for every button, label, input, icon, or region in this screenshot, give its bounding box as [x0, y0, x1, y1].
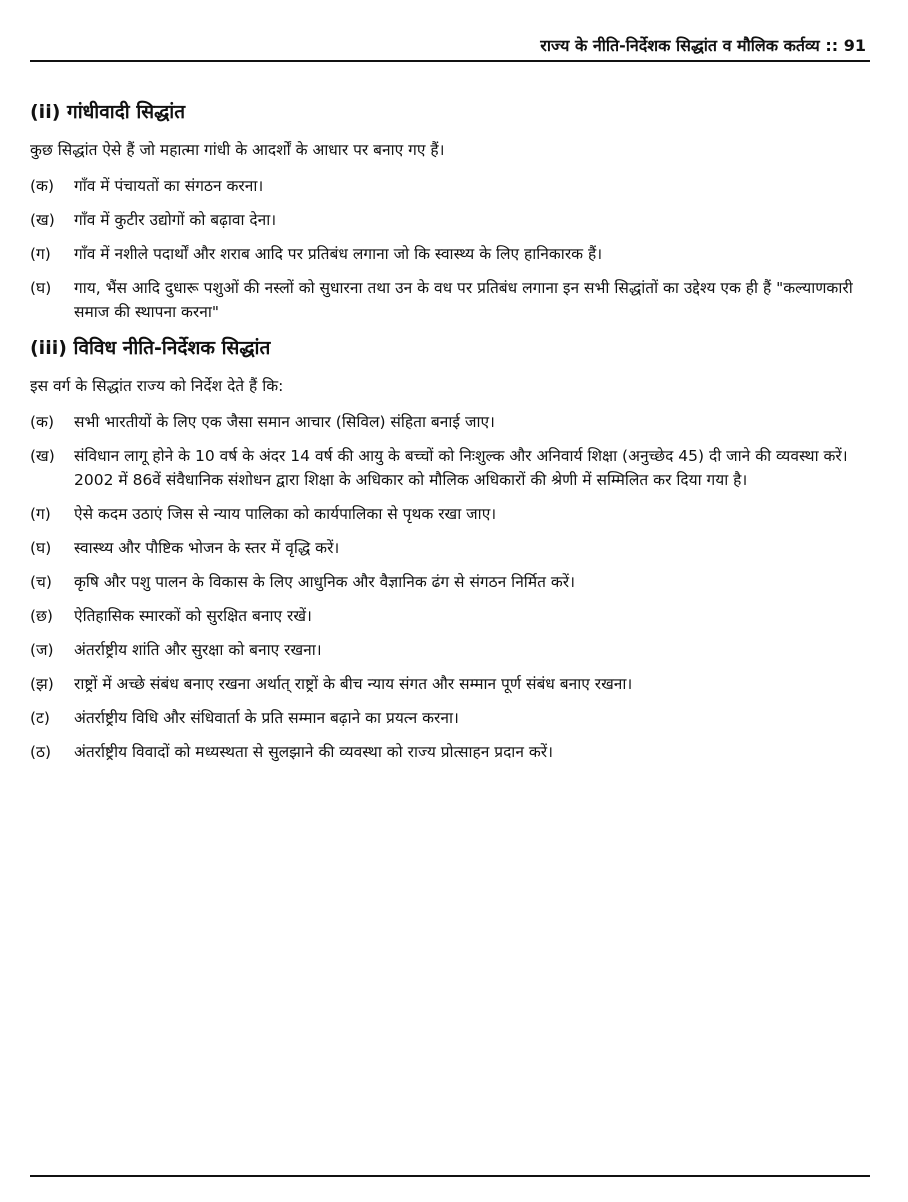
item-text: ऐसे कदम उठाएं जिस से न्याय पालिका को कार्यपालिका से पृथक रखा जाए।	[74, 505, 497, 523]
item-text: गाय, भैंस आदि दुधारू पशुओं की नस्लों को सुधारना तथा उन के वध पर प्रतिबंध लगाना इन सभी सिद्धांतों का उद्देश्य एक ही हैं "कल्याणकारी समाज की स्थापना करना"	[74, 279, 853, 321]
section-intro-gandhian: कुछ सिद्धांत ऐसे हैं जो महात्मा गांधी के आदर्शों के आधार पर बनाए गए हैं।	[30, 141, 445, 159]
item-marker: (झ)	[30, 675, 54, 693]
item-marker: (क)	[30, 177, 54, 195]
list-item	[30, 242, 880, 266]
item-text: गाँव में कुटीर उद्योगों को बढ़ावा देना।	[74, 211, 277, 229]
list-item	[30, 502, 880, 526]
list-item	[30, 174, 880, 198]
item-text: संविधान लागू होने के 10 वर्ष के अंदर 14 वर्ष की आयु के बच्चों को निःशुल्क और अनिवार्य शिक्षा (अनुच्छेद 45) दी जाने की व्यवस्था करें। 2002 में 86वें संवैधानिक संशोधन द्वारा शिक्षा के अधिकार को मौलिक अधिकारों की श्रेणी में सम्मिलित कर दिया गया है।	[74, 447, 848, 489]
item-text: अंतर्राष्ट्रीय विधि और संधिवार्ता के प्रति सम्मान बढ़ाने का प्रयत्न करना।	[74, 709, 459, 727]
item-text: स्वास्थ्य और पौष्टिक भोजन के स्तर में वृद्धि करें।	[74, 539, 340, 557]
item-text: गाँव में पंचायतों का संगठन करना।	[74, 177, 264, 195]
section-heading-miscellaneous: (iii) विविध नीति-निर्देशक सिद्धांत	[30, 337, 271, 359]
item-marker: (छ)	[30, 607, 53, 625]
list-item	[30, 672, 880, 696]
list-item	[30, 444, 880, 492]
list-item	[30, 604, 880, 628]
page-header	[30, 30, 870, 62]
item-text: राष्ट्रों में अच्छे संबंध बनाए रखना अर्थात् राष्ट्रों के बीच न्याय संगत और सम्मान पूर्ण संबंध बनाए रखना।	[74, 675, 633, 693]
item-text: अंतर्राष्ट्रीय शांति और सुरक्षा को बनाए रखना।	[74, 641, 322, 659]
running-title: राज्य के नीति-निर्देशक सिद्धांत व मौलिक कर्तव्य :: 91	[540, 36, 866, 55]
item-marker: (ठ)	[30, 743, 52, 761]
list-item	[30, 638, 880, 662]
list-item	[30, 536, 880, 560]
item-marker: (च)	[30, 573, 52, 591]
footer-rule	[30, 1175, 870, 1177]
list-item	[30, 276, 880, 324]
item-marker: (घ)	[30, 279, 52, 297]
list-gandhian	[30, 174, 880, 324]
item-marker: (ग)	[30, 245, 51, 263]
item-marker: (घ)	[30, 539, 52, 557]
list-item	[30, 570, 880, 594]
item-marker: (ख)	[30, 447, 55, 465]
item-text: ऐतिहासिक स्मारकों को सुरक्षित बनाए रखें।	[74, 607, 312, 625]
item-marker: (ट)	[30, 709, 50, 727]
section-intro-miscellaneous: इस वर्ग के सिद्धांत राज्य को निर्देश देते हैं कि:	[30, 377, 284, 395]
list-item	[30, 740, 880, 764]
item-text: कृषि और पशु पालन के विकास के लिए आधुनिक और वैज्ञानिक ढंग से संगठन निर्मित करें।	[74, 573, 575, 591]
section-heading-gandhian: (ii) गांधीवादी सिद्धांत	[30, 101, 186, 123]
list-item	[30, 410, 880, 434]
item-text: अंतर्राष्ट्रीय विवादों को मध्यस्थता से सुलझाने की व्यवस्था को राज्य प्रोत्साहन प्रदान करें।	[74, 743, 553, 761]
page-content	[30, 98, 880, 774]
item-marker: (ख)	[30, 211, 55, 229]
item-marker: (ग)	[30, 505, 51, 523]
item-marker: (ज)	[30, 641, 54, 659]
list-item	[30, 706, 880, 730]
list-miscellaneous	[30, 410, 880, 764]
item-text: गाँव में नशीले पदार्थों और शराब आदि पर प्रतिबंध लगाना जो कि स्वास्थ्य के लिए हानिकारक हैं।	[74, 245, 603, 263]
list-item	[30, 208, 880, 232]
item-text: सभी भारतीयों के लिए एक जैसा समान आचार (सिविल) संहिता बनाई जाए।	[74, 413, 495, 431]
item-marker: (क)	[30, 413, 54, 431]
